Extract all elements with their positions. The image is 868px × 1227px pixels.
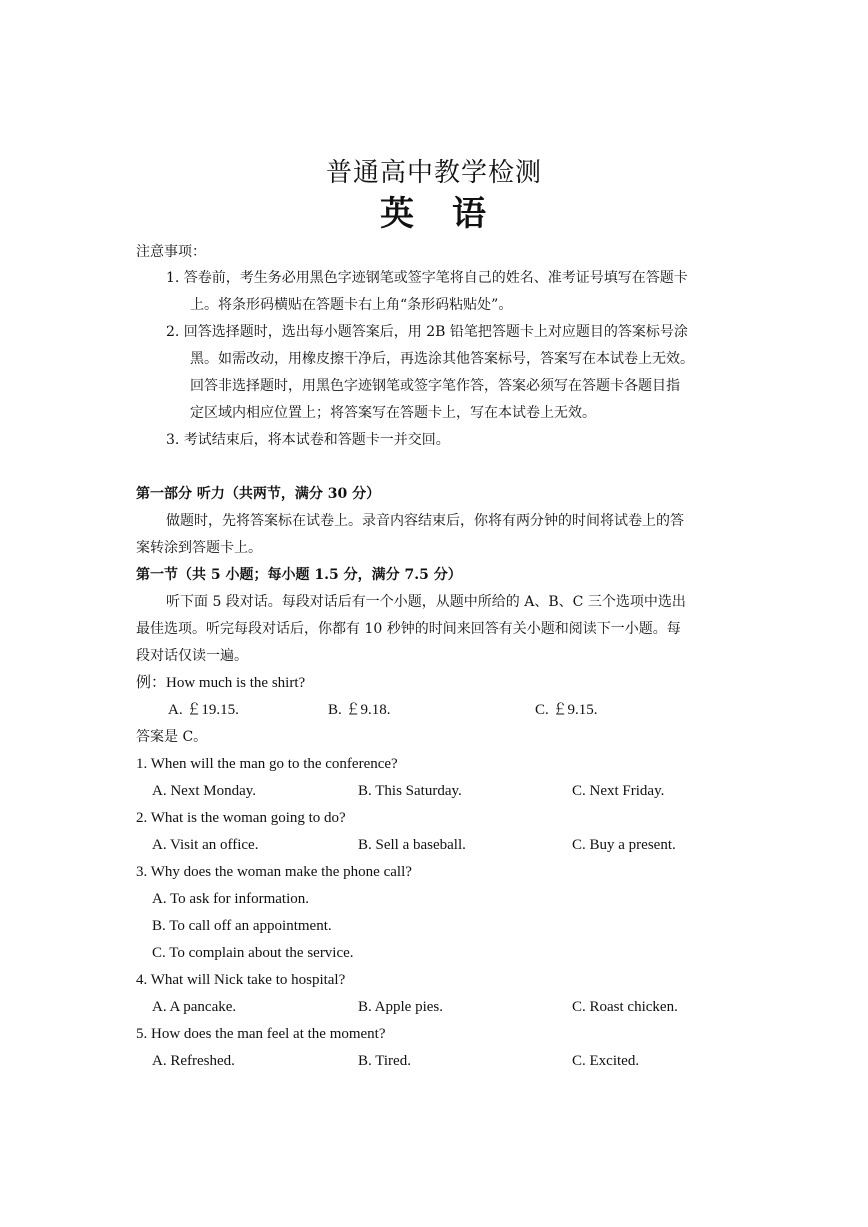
- section1-heading: 第一节（共 5 小题；每小题 1.5 分，满分 7.5 分）: [136, 567, 462, 583]
- question-2-option-b: B. Sell a baseball.: [358, 837, 466, 853]
- question-4-option-c: C. Roast chicken.: [572, 999, 678, 1015]
- example-option-b: B. ￡9.18.: [328, 702, 391, 718]
- part1-heading: 第一部分 听力（共两节，满分 30 分）: [136, 486, 381, 502]
- question-3-option-b: B. To call off an appointment.: [152, 918, 332, 934]
- example-option-c: C. ￡9.15.: [535, 702, 598, 718]
- question-3-option-a: A. To ask for information.: [152, 891, 309, 907]
- question-5-option-b: B. Tired.: [358, 1053, 411, 1069]
- part1-intro-line-1: 做题时，先将答案标在试卷上。录音内容结束后，你将有两分钟的时间将试卷上的答: [166, 513, 684, 529]
- question-5-option-a: A. Refreshed.: [152, 1053, 235, 1069]
- question-1-option-b: B. This Saturday.: [358, 783, 462, 799]
- notice-item-3: 3. 考试结束后，将本试卷和答题卡一并交回。: [166, 432, 450, 448]
- notice-item-2-line-1: 2. 回答选择题时，选出每小题答案后，用 2B 铅笔把答题卡上对应题目的答案标号涂: [166, 324, 688, 340]
- question-3-option-c: C. To complain about the service.: [152, 945, 354, 961]
- notice-item-2-line-2: 黑。如需改动，用橡皮擦干净后，再选涂其他答案标号，答案写在本试卷上无效。: [190, 351, 694, 367]
- subject-title: 英 语: [380, 194, 488, 234]
- question-5: 5. How does the man feel at the moment?: [136, 1026, 386, 1042]
- question-1: 1. When will the man go to the conference?: [136, 756, 398, 772]
- question-4-option-b: B. Apple pies.: [358, 999, 443, 1015]
- notice-item-1-line-2: 上。将条形码横贴在答题卡右上角“条形码粘贴处”。: [190, 297, 513, 313]
- section1-intro-line-1: 听下面 5 段对话。每段对话后有一个小题，从题中所给的 A、B、C 三个选项中选出: [166, 594, 686, 610]
- notice-item-1-line-1: 1. 答卷前，考生务必用黑色字迹钢笔或签字笔将自己的姓名、准考证号填写在答题卡: [166, 270, 688, 286]
- question-3: 3. Why does the woman make the phone call?: [136, 864, 412, 880]
- notice-item-2-line-4: 定区域内相应位置上；将答案写在答题卡上，写在本试卷上无效。: [190, 405, 596, 421]
- question-1-option-a: A. Next Monday.: [152, 783, 257, 799]
- notice-item-2-line-3: 回答非选择题时，用黑色字迹钢笔或签字笔作答，答案必须写在答题卡各题目指: [190, 378, 680, 394]
- question-1-option-c: C. Next Friday.: [572, 783, 665, 799]
- question-4-option-a: A. A pancake.: [152, 999, 237, 1015]
- question-5-option-c: C. Excited.: [572, 1053, 640, 1069]
- example-option-a: A. ￡19.15.: [168, 702, 239, 718]
- section1-intro-line-2: 最佳选项。听完每段对话后，你都有 10 秒钟的时间来回答有关小题和阅读下一小题。每: [136, 621, 681, 637]
- question-2-option-c: C. Buy a present.: [572, 837, 676, 853]
- question-2: 2. What is the woman going to do?: [136, 810, 346, 826]
- part1-intro-line-2: 案转涂到答题卡上。: [136, 540, 262, 556]
- section1-intro-line-3: 段对话仅读一遍。: [136, 648, 248, 664]
- example-answer: 答案是 C。: [136, 729, 208, 745]
- example-question: 例：How much is the shirt?: [136, 675, 306, 691]
- question-2-option-a: A. Visit an office.: [152, 837, 259, 853]
- notice-heading: 注意事项：: [136, 244, 206, 260]
- exam-title: 普通高中教学检测: [325, 158, 542, 188]
- question-4: 4. What will Nick take to hospital?: [136, 972, 346, 988]
